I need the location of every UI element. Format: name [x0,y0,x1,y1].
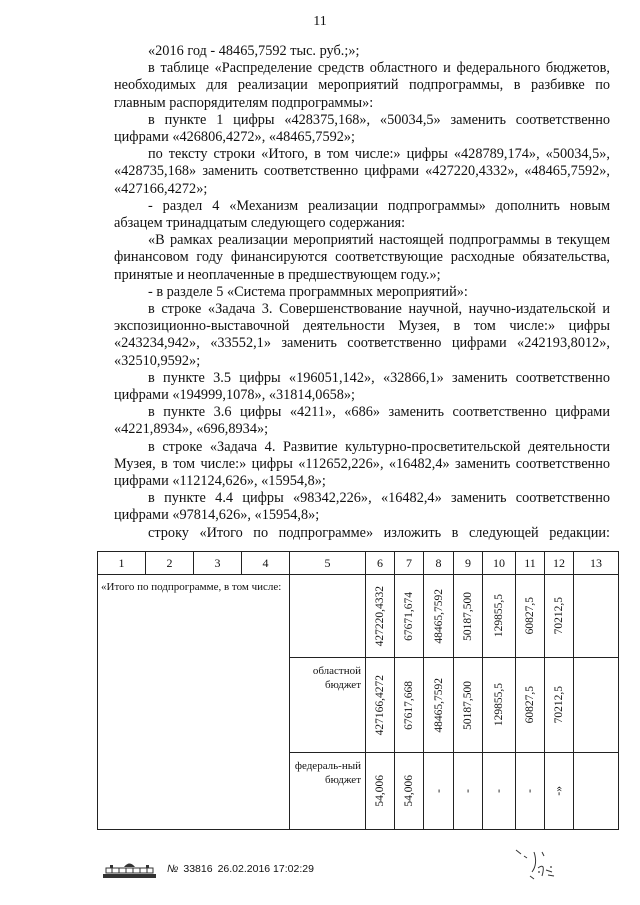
paragraph: в строке «Задача 4. Развитие культурно-просветительской деятельности Музея, в том числе:» цифры «112652,226», «16482,4» заменить соответственно цифрами «112124,626», «15954,8»; [114,438,610,490]
cell-value: 67617,668 [403,680,415,730]
table-cell [366,658,395,753]
cell-value-wrap [574,753,618,829]
cell-value-wrap [424,753,453,829]
table-cell [424,658,454,753]
table-cell [516,575,545,658]
column-header: 11 [516,552,545,575]
table-cell [395,658,424,753]
table-cell [454,753,483,830]
cell-value: -» [553,786,565,796]
table-cell [395,753,424,830]
paragraph: в пункте 1 цифры «428375,168», «50034,5» заменить соответственно цифрами «426806,4272», «48465,7592»; [114,111,610,146]
footer [102,858,314,880]
cell-value: 70212,5 [553,597,565,635]
table-cell [454,575,483,658]
cell-value: 67671,674 [403,591,415,641]
table-cell [454,658,483,753]
paragraph: «2016 год - 48465,7592 тыс. руб.;»; [148,43,360,59]
column-header: 9 [454,552,483,575]
cell-value-wrap [545,575,573,657]
cell-value: - [462,789,474,793]
table-cell [516,753,545,830]
table-cell [424,753,454,830]
paragraph: строку «Итого по подпрограмме» изложить в следующей редакции: [148,524,610,541]
cell-value: 48465,7592 [432,588,445,644]
cell-value: - [493,789,505,793]
row-title: «Итого по подпрограмме, в том числе: [101,581,282,593]
cell-value: 50187,500 [462,680,474,730]
column-header: 8 [424,552,454,575]
cell-value-wrap [574,575,618,657]
column-header: 12 [545,552,574,575]
cell-value: - [524,789,536,793]
cell-value: 427220,4332 [374,585,386,647]
cell-value-wrap [395,575,423,657]
cell-value: 60827,5 [524,597,536,635]
cell-value-wrap [366,575,394,657]
cell-value: 54,006 [374,775,386,807]
cell-value-wrap [395,753,423,829]
row-label-regional: областной бюджет [312,665,361,691]
table-cell [366,575,395,658]
table-row-total [98,575,619,658]
column-header: 3 [194,552,242,575]
cell-value-wrap [454,753,482,829]
cell-value-wrap [454,658,482,752]
row-label-cell [290,753,366,830]
column-header: 7 [395,552,424,575]
column-header: 6 [366,552,395,575]
doc-timestamp: 26.02.2016 17:02:29 [217,863,314,875]
cell-value-wrap [545,658,573,752]
cell-value: 48465,7592 [432,677,445,733]
table-cell [483,658,516,753]
page-number: 11 [313,14,327,29]
cell-value-wrap [545,753,573,829]
table-cell [483,753,516,830]
cell-value: 70212,5 [553,686,565,724]
paragraph: в таблице «Распределение средств областного и федерального бюджетов, необходимых для реализации мероприятий подпрограммы, в разбивке по главным распорядителям подпрограммы»: [114,60,610,111]
paragraph: в пункте 3.5 цифры «196051,142», «32866,1» заменить соответственно цифрами «194999,1078», «31814,0658»; [114,369,610,404]
table-cell [574,575,619,658]
paragraph: по тексту строки «Итого, в том числе:» цифры «428789,174», «50034,5», «428735,168» заменить соответственно цифрами «427220,4332», «48465,7592», «427166,4272»; [114,146,610,197]
cell-value-wrap [516,575,544,657]
cell-value: - [432,789,445,793]
cell-value-wrap [424,658,453,752]
budget-table [97,551,619,830]
table-header-row [98,552,619,575]
column-header: 10 [483,552,516,575]
signature-mark-icon [512,842,562,882]
column-header: 1 [98,552,146,575]
cell-value-wrap [366,658,394,752]
cell-value: 129855,5 [493,594,505,638]
row-label-cell [290,575,366,658]
column-header: 13 [574,552,619,575]
row-title-cell [98,575,290,830]
paragraph: «В рамках реализации мероприятий настоящей подпрограммы в текущем финансовом году финансируются соответствующие расходные обязательства, принятые и неоплаченные в предшествующем году.»; [114,232,610,283]
cell-value-wrap [366,753,394,829]
cell-value-wrap [483,753,515,829]
column-header: 5 [290,552,366,575]
cell-value: 60827,5 [524,686,536,724]
column-header: 2 [146,552,194,575]
cell-value-wrap [483,658,515,752]
cell-value: 54,006 [403,775,415,807]
archive-logo-icon [102,859,157,879]
paragraph: в строке «Задача 3. Совершенствование научной, научно-издательской и экспозиционно-выставочной деятельности Музея, в том числе:» цифры «243234,942», «33552,1» заменить соответственно цифрами «242193,8012», «32510,9592»; [114,301,610,369]
table-cell [395,575,424,658]
table-cell [574,753,619,830]
doc-number: 33816 [183,863,213,875]
paragraph: в пункте 3.6 цифры «4211», «686» заменить соответственно цифрами «4221,8934», «696,8934»; [114,404,610,438]
cell-value-wrap [483,575,515,657]
table-cell [366,753,395,830]
table-cell [483,575,516,658]
table-cell [545,658,574,753]
table-cell [574,658,619,753]
paragraph: в пункте 4.4 цифры «98342,226», «16482,4» заменить соответственно цифрами «97814,626», «15954,8»; [114,490,610,524]
row-label-federal: федераль-ный бюджет [294,760,361,786]
cell-value-wrap [424,575,453,657]
table-cell [545,753,574,830]
table-cell [424,575,454,658]
cell-value: 427166,4272 [374,674,386,736]
paragraph: - раздел 4 «Механизм реализации подпрограммы» дополнить новым абзацем тринадцатым следующего содержания: [114,197,610,232]
number-sign: № [167,863,179,875]
column-header: 4 [242,552,290,575]
table-cell [516,658,545,753]
cell-value-wrap [516,753,544,829]
cell-value-wrap [516,658,544,752]
cell-value: 50187,500 [462,591,474,641]
cell-value-wrap [395,658,423,752]
paragraph: - в разделе 5 «Система программных мероприятий»: [148,283,468,300]
table-cell [545,575,574,658]
row-label-cell [290,658,366,753]
cell-value-wrap [454,575,482,657]
cell-value: 129855,5 [493,683,505,727]
document-body [114,43,610,542]
cell-value-wrap [574,658,618,752]
